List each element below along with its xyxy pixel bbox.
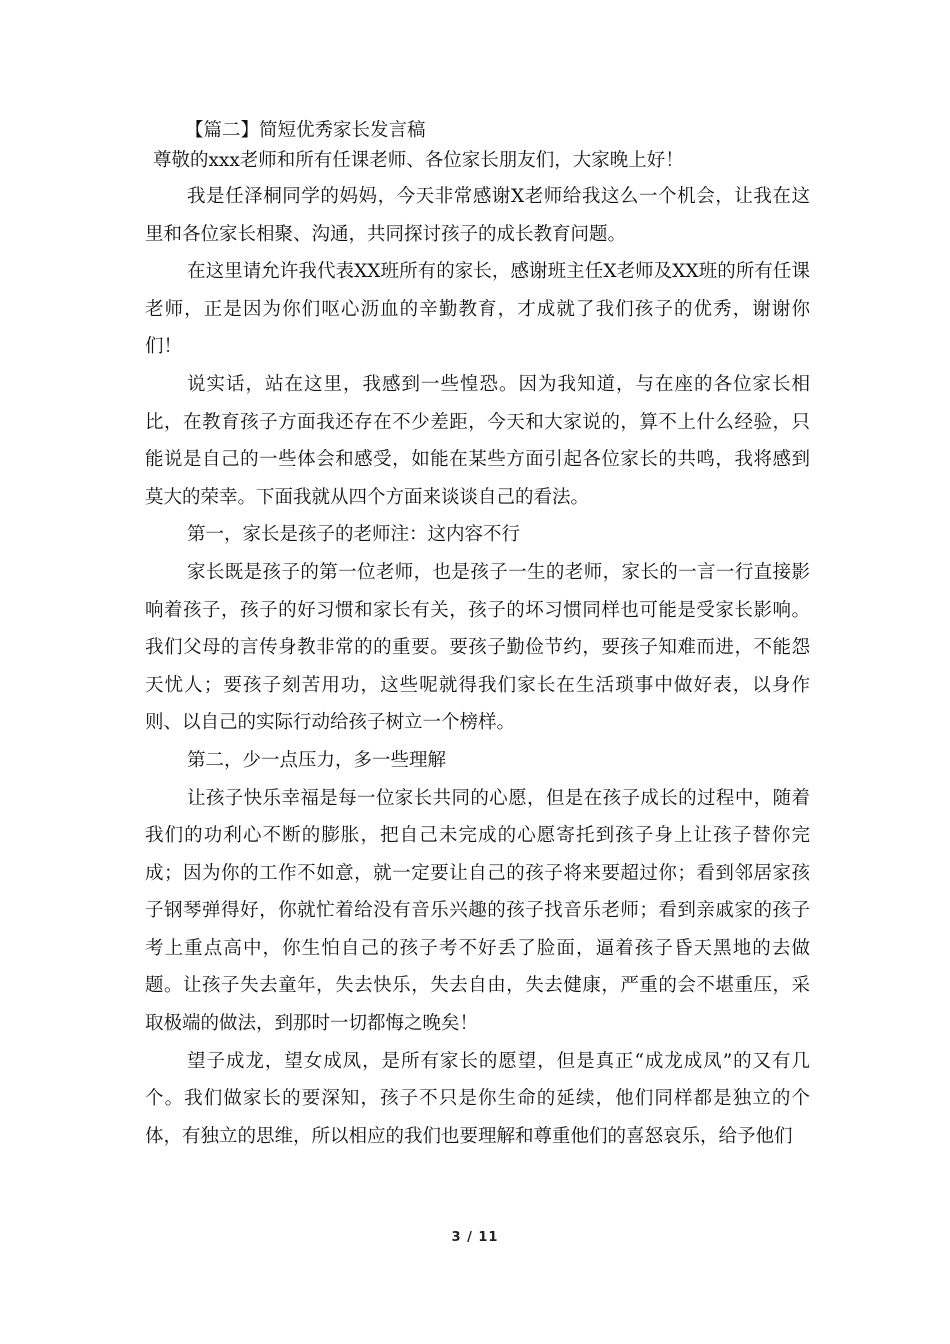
document-body (145, 116, 810, 1155)
paragraph-thanks: 在这里请允许我代表XX班所有的家长，感谢班主任X老师及XX班的所有任课老师，正是因为你们呕心沥血的辛勤教育，才成就了我们孩子的优秀，谢谢你们！ (145, 261, 810, 358)
point-two-heading: 第二，少一点压力，多一些理解 (187, 749, 447, 771)
salutation-line: 尊敬的xxx老师和所有任课老师、各位家长朋友们，大家晚上好！ (153, 150, 684, 171)
paragraph-parent-teacher: 家长既是孩子的第一位老师，也是孩子一生的老师，家长的一言一行直接影响着孩子，孩子的好习惯和家长有关，孩子的坏习惯同样也可能是受家长影响。我们父母的言传身教非常的的重要。要孩子勤俭节约，要孩子知难而进，不能怨天忧人；要孩子刻苦用功，这些呢就得我们家长在生活琐事中做好表，以身作则、以自己的实际行动给孩子树立一个榜样。 (145, 561, 810, 734)
point-one-heading: 第一，家长是孩子的老师注：这内容不行 (187, 524, 521, 546)
paragraph-expectations: 望子成龙，望女成凤，是所有家长的愿望，但是真正“成龙成凤”的又有几个。我们做家长的要深知，孩子不只是你生命的延续，他们同样都是独立的个体，有独立的思维，所以相应的我们也要理解和尊重他们的喜怒哀乐，给予他们 (145, 1050, 810, 1147)
page-number: 3 / 11 (451, 1230, 499, 1245)
paragraph-happiness: 让孩子快乐幸福是每一位家长共同的心愿，但是在孩子成长的过程中，随着我们的功利心不断的膨胀，把自己未完成的心愿寄托到孩子身上让孩子替你完成；因为你的工作不如意，就一定要让自己的孩子将来要超过你；看到邻居家孩子钢琴弹得好，你就忙着给没有音乐兴趣的孩子找音乐老师；看到亲戚家的孩子考上重点高中，你生怕自己的孩子考不好丢了脸面，逼着孩子昏天黑地的去做题。让孩子失去童年，失去快乐，失去自由，失去健康，严重的会不堪重压，采取极端的做法，到那时一切都悔之晚矣！ (145, 787, 810, 1035)
paragraph-introduction: 我是任泽桐同学的妈妈，今天非常感谢X老师给我这么一个机会，让我在这里和各位家长相聚、沟通，共同探讨孩子的成长教育问题。 (145, 186, 810, 245)
section-heading: 【篇二】简短优秀家长发言稿 (185, 120, 426, 141)
paragraph-honestly: 说实话，站在这里，我感到一些惶恐。因为我知道，与在座的各位家长相比，在教育孩子方面我还存在不少差距，今天和大家说的，算不上什么经验，只能说是自己的一些体会和感受，如能在某些方面引起各位家长的共鸣，我将感到莫大的荣幸。下面我就从四个方面来谈谈自己的看法。 (145, 373, 810, 508)
